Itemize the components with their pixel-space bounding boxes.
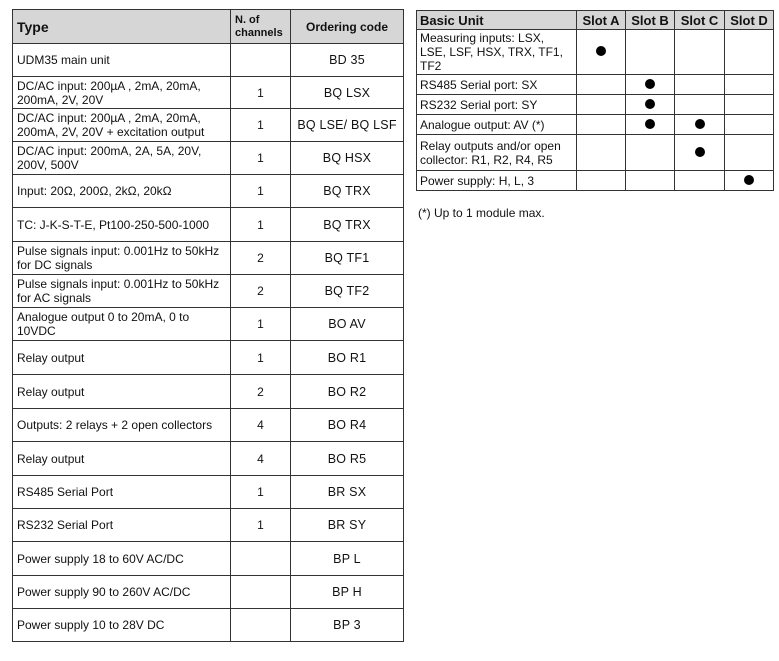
slot-d-cell [725,95,774,115]
ordering-code-cell: BQ TRX [291,208,404,242]
channels-cell: 1 [231,308,291,341]
ordering-code-cell: BQ LSX [291,77,404,109]
slot-c-cell [675,135,725,171]
slot-d-cell [725,30,774,75]
slot-a-cell [577,75,626,95]
table-row [13,375,404,409]
channels-cell: 1 [231,142,291,175]
slot-b-cell [626,95,675,115]
slot-c-cell [675,171,725,191]
ordering-code-cell: BO AV [291,308,404,341]
channels-cell: 2 [231,275,291,308]
basic-unit-cell: Relay outputs and/or open collector: R1, R2, R4, R5 [417,135,577,171]
bullet-icon [695,147,705,157]
header-channels: N. of channels [231,10,291,44]
basic-unit-cell: RS485 Serial port: SX [417,75,577,95]
table-row [13,77,404,109]
table-row [13,609,404,642]
type-cell: Power supply 10 to 28V DC [13,609,231,642]
slot-a-cell [577,30,626,75]
slot-a-cell [577,135,626,171]
table-row [417,135,774,171]
slot-b-cell [626,171,675,191]
ordering-table [12,9,404,642]
slot-d-cell [725,115,774,135]
type-cell: Outputs: 2 relays + 2 open collectors [13,409,231,442]
channels-cell: 1 [231,509,291,542]
slot-header-row [417,11,774,30]
type-cell: DC/AC input: 200mA, 2A, 5A, 20V, 200V, 500V [13,142,231,175]
slot-d-cell [725,135,774,171]
channels-cell: 2 [231,242,291,275]
table-row [13,275,404,308]
channels-cell: 1 [231,341,291,375]
ordering-code-cell: BR SY [291,509,404,542]
channels-cell: 1 [231,476,291,509]
channels-cell: 1 [231,109,291,142]
table-row [13,576,404,609]
bullet-icon [744,175,754,185]
channels-cell [231,609,291,642]
table-row [13,442,404,476]
channels-cell [231,44,291,77]
slot-a-cell [577,171,626,191]
ordering-header-row [13,10,404,44]
type-cell: Analogue output 0 to 20mA, 0 to 10VDC [13,308,231,341]
header-basic-unit: Basic Unit [417,11,577,30]
bullet-icon [645,79,655,89]
ordering-code-cell: BQ HSX [291,142,404,175]
header-slot-a: Slot A [577,11,626,30]
channels-cell: 2 [231,375,291,409]
table-row [417,115,774,135]
table-row [13,409,404,442]
table-row [13,242,404,275]
table-row [13,142,404,175]
ordering-code-cell: BO R5 [291,442,404,476]
table-row [13,175,404,208]
channels-cell: 1 [231,77,291,109]
bullet-icon [645,99,655,109]
header-ordering-code: Ordering code [291,10,404,44]
slot-c-cell [675,30,725,75]
table-row [13,208,404,242]
slot-a-cell [577,95,626,115]
slot-c-cell [675,115,725,135]
channels-cell: 4 [231,442,291,476]
table-row [417,95,774,115]
channels-cell [231,576,291,609]
ordering-code-cell: BQ TF2 [291,275,404,308]
ordering-code-cell: BO R2 [291,375,404,409]
basic-unit-cell: Measuring inputs: LSX, LSE, LSF, HSX, TRX, TF1, TF2 [417,30,577,75]
type-cell: DC/AC input: 200µA , 2mA, 20mA, 200mA, 2V, 20V + excitation output [13,109,231,142]
type-cell: Input: 20Ω, 200Ω, 2kΩ, 20kΩ [13,175,231,208]
table-row [417,30,774,75]
type-cell: Power supply 18 to 60V AC/DC [13,542,231,576]
type-cell: Power supply 90 to 260V AC/DC [13,576,231,609]
ordering-code-cell: BQ TRX [291,175,404,208]
basic-unit-cell: RS232 Serial port: SY [417,95,577,115]
ordering-code-cell: BP H [291,576,404,609]
bullet-icon [645,119,655,129]
ordering-code-cell: BD 35 [291,44,404,77]
channels-cell [231,542,291,576]
table-row [13,109,404,142]
slot-d-cell [725,171,774,191]
type-cell: Pulse signals input: 0.001Hz to 50kHz for DC signals [13,242,231,275]
channels-cell: 1 [231,208,291,242]
slot-table [416,10,774,191]
table-row [13,509,404,542]
table-row [13,341,404,375]
header-slot-d: Slot D [725,11,774,30]
table-row [13,44,404,77]
ordering-code-cell: BO R1 [291,341,404,375]
header-slot-c: Slot C [675,11,725,30]
channels-cell: 4 [231,409,291,442]
type-cell: Pulse signals input: 0.001Hz to 50kHz for AC signals [13,275,231,308]
header-slot-b: Slot B [626,11,675,30]
slot-a-cell [577,115,626,135]
basic-unit-cell: Power supply: H, L, 3 [417,171,577,191]
slot-b-cell [626,115,675,135]
slot-d-cell [725,75,774,95]
channels-cell: 1 [231,175,291,208]
ordering-code-cell: BR SX [291,476,404,509]
ordering-code-cell: BP L [291,542,404,576]
bullet-icon [695,119,705,129]
basic-unit-cell: Analogue output: AV (*) [417,115,577,135]
table-row [417,75,774,95]
footnote: (*) Up to 1 module max. [418,206,545,220]
type-cell: TC: J-K-S-T-E, Pt100-250-500-1000 [13,208,231,242]
bullet-icon [596,46,606,56]
slot-c-cell [675,75,725,95]
ordering-code-cell: BQ TF1 [291,242,404,275]
type-cell: Relay output [13,442,231,476]
type-cell: Relay output [13,341,231,375]
type-cell: RS232 Serial Port [13,509,231,542]
table-row [13,476,404,509]
table-row [13,308,404,341]
table-row [417,171,774,191]
slot-b-cell [626,75,675,95]
ordering-code-cell: BQ LSE/ BQ LSF [291,109,404,142]
type-cell: Relay output [13,375,231,409]
type-cell: DC/AC input: 200µA , 2mA, 20mA, 200mA, 2V, 20V [13,77,231,109]
type-cell: RS485 Serial Port [13,476,231,509]
header-type: Type [13,10,231,44]
type-cell: UDM35 main unit [13,44,231,77]
ordering-code-cell: BP 3 [291,609,404,642]
ordering-code-cell: BO R4 [291,409,404,442]
table-row [13,542,404,576]
slot-b-cell [626,30,675,75]
slot-b-cell [626,135,675,171]
slot-c-cell [675,95,725,115]
